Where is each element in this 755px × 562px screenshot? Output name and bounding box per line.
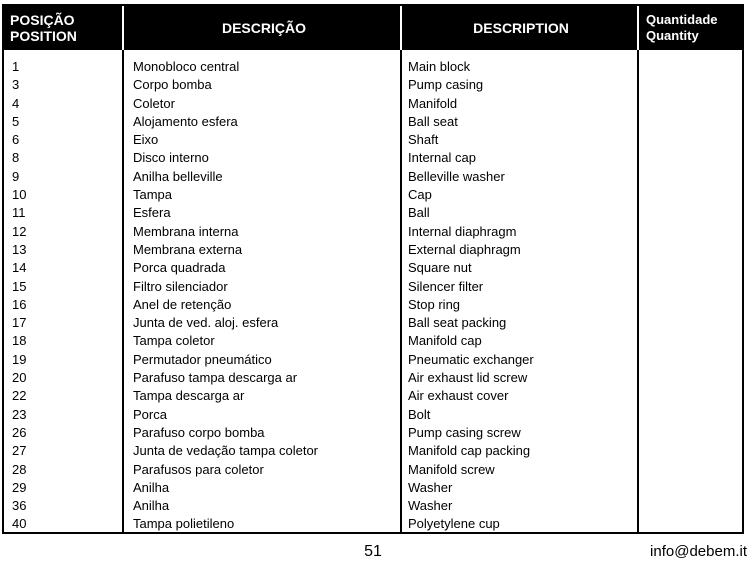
cell-description-en: Air exhaust lid screw (408, 370, 528, 386)
cell-description-pt: Anilha belleville (133, 168, 223, 184)
cell-description-en: Internal diaphragm (408, 223, 517, 239)
cell-description-pt: Membrana externa (133, 241, 243, 257)
table-row (4, 131, 742, 149)
table-row (4, 296, 742, 314)
cell-description-en: Ball (408, 205, 430, 221)
contact-email: info@debem.it (650, 543, 747, 560)
cell-position: 18 (12, 333, 27, 349)
cell-description-en: Pump casing (408, 77, 484, 93)
cell-position: 5 (12, 113, 20, 129)
cell-description-pt: Parafuso tampa descarga ar (133, 370, 298, 386)
cell-position: 1 (12, 59, 20, 74)
table-row (4, 387, 742, 405)
cell-description-en: Manifold cap packing (408, 443, 531, 459)
cell-description-pt: Corpo bomba (133, 77, 212, 93)
cell-position: 15 (12, 278, 27, 294)
cell-position: 16 (12, 296, 27, 312)
table-row (4, 314, 742, 332)
cell-position: 3 (12, 77, 20, 93)
table-row (4, 58, 742, 76)
table-row (4, 186, 742, 204)
cell-description-en: Manifold (408, 95, 458, 111)
cell-description-pt: Membrana interna (133, 223, 239, 239)
cell-description-pt: Coletor (133, 95, 175, 111)
cell-description-en: Ball seat packing (408, 315, 507, 331)
cell-position: 14 (12, 260, 27, 276)
cell-position: 27 (12, 443, 27, 459)
table-row (4, 332, 742, 350)
cell-description-en: Shaft (408, 132, 439, 148)
cell-description-en: Air exhaust cover (408, 388, 509, 404)
cell-position: 6 (12, 132, 20, 148)
page-number: 51 (364, 543, 382, 560)
table-body (4, 58, 742, 534)
cell-position: 22 (12, 388, 27, 404)
header-divider (122, 6, 124, 50)
table-row (4, 424, 742, 442)
cell-description-en: Manifold cap (408, 333, 482, 349)
table-row (4, 95, 742, 113)
cell-position: 10 (12, 187, 27, 203)
cell-description-pt: Eixo (133, 132, 159, 148)
cell-description-en: Stop ring (408, 296, 461, 312)
cell-description-pt: Filtro silenciador (133, 278, 228, 294)
table-row (4, 479, 742, 497)
cell-description-en: Manifold screw (408, 461, 495, 477)
cell-description-en: Main block (408, 59, 471, 74)
cell-description-en: Ball seat (408, 113, 458, 129)
parts-table (2, 4, 744, 534)
table-row (4, 223, 742, 241)
cell-description-pt: Parafusos para coletor (133, 461, 264, 477)
header-description-en: DESCRIPTION (473, 20, 569, 36)
cell-description-pt: Esfera (133, 205, 171, 221)
cell-description-pt: Alojamento esfera (133, 113, 238, 129)
table-row (4, 515, 742, 533)
cell-description-pt: Tampa coletor (133, 333, 215, 349)
cell-description-en: Pneumatic exchanger (408, 351, 534, 367)
table-row (4, 204, 742, 222)
cell-position: 12 (12, 223, 27, 239)
header-divider (400, 6, 402, 50)
cell-description-pt: Tampa polietileno (133, 516, 235, 532)
cell-description-pt: Parafuso corpo bomba (133, 424, 265, 440)
cell-position: 23 (12, 406, 27, 422)
cell-description-en: Washer (408, 479, 453, 495)
cell-position: 26 (12, 424, 27, 440)
cell-description-en: Belleville washer (408, 168, 505, 184)
cell-position: 36 (12, 498, 27, 514)
header-quantity-pt: Quantidade (646, 12, 718, 27)
cell-description-pt: Monobloco central (133, 59, 240, 74)
cell-description-pt: Permutador pneumático (133, 351, 272, 367)
cell-description-pt: Tampa descarga ar (133, 388, 245, 404)
cell-description-en: Square nut (408, 260, 472, 276)
cell-position: 29 (12, 479, 27, 495)
cell-position: 13 (12, 241, 27, 257)
cell-description-en: External diaphragm (408, 241, 521, 257)
table-row (4, 149, 742, 167)
table-row (4, 461, 742, 479)
cell-position: 17 (12, 315, 27, 331)
cell-description-en: Silencer filter (408, 278, 484, 294)
table-row (4, 351, 742, 369)
cell-description-pt: Disco interno (133, 150, 209, 166)
table-row (4, 241, 742, 259)
table-row (4, 278, 742, 296)
cell-description-en: Internal cap (408, 150, 476, 166)
cell-position: 4 (12, 95, 20, 111)
cell-description-en: Polyetylene cup (408, 516, 500, 532)
cell-description-pt: Junta de ved. aloj. esfera (133, 315, 279, 331)
cell-position: 40 (12, 516, 27, 532)
cell-position: 19 (12, 351, 27, 367)
table-row (4, 497, 742, 515)
cell-position: 20 (12, 370, 27, 386)
table-row (4, 406, 742, 424)
cell-description-en: Cap (408, 187, 432, 203)
header-quantity (646, 6, 742, 50)
cell-description-pt: Porca quadrada (133, 260, 226, 276)
table-header (4, 6, 742, 50)
header-divider (637, 6, 639, 50)
cell-description-en: Pump casing screw (408, 424, 521, 440)
table-row (4, 113, 742, 131)
cell-description-pt: Junta de vedação tampa coletor (133, 443, 319, 459)
cell-position: 28 (12, 461, 27, 477)
header-position (10, 6, 118, 50)
cell-position: 11 (12, 205, 26, 221)
cell-description-en: Washer (408, 498, 453, 514)
header-position-en: POSITION (10, 28, 77, 44)
cell-position: 9 (12, 168, 20, 184)
cell-description-pt: Tampa (133, 187, 173, 203)
table-row (4, 168, 742, 186)
header-quantity-en: Quantity (646, 28, 699, 43)
table-row (4, 442, 742, 460)
cell-description-pt: Anilha (133, 498, 170, 514)
table-row (4, 76, 742, 94)
cell-position: 8 (12, 150, 20, 166)
header-position-pt: POSIÇÃO (10, 12, 75, 28)
header-description-pt: DESCRIÇÃO (221, 20, 306, 36)
cell-description-pt: Porca (133, 406, 167, 422)
cell-description-en: Bolt (408, 406, 431, 422)
cell-description-pt: Anel de retenção (133, 296, 232, 312)
table-row (4, 369, 742, 387)
cell-description-pt: Anilha (133, 479, 170, 495)
table-row (4, 259, 742, 277)
